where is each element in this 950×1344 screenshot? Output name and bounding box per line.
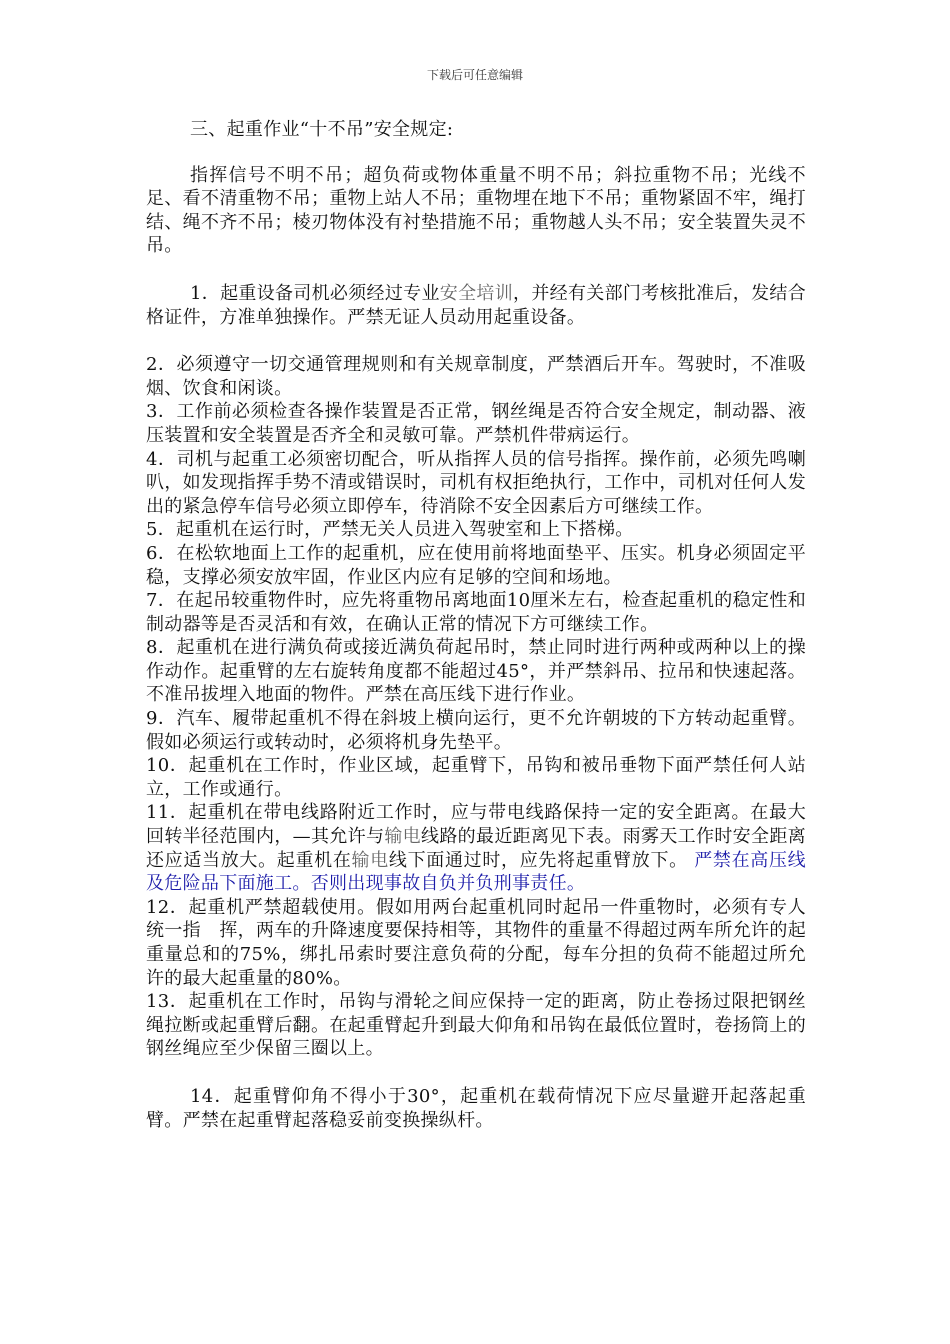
rule-11-warning: 严禁在高压线及危险品下面施工。否则出现事故自负并负刑事责任。 <box>146 849 806 895</box>
safety-training-link[interactable]: 安全培训 <box>439 282 514 304</box>
rule-10: 10．起重机在工作时，作业区域，起重臂下，吊钩和被吊垂物下面严禁任何人站立，工作或通行。 <box>146 755 806 800</box>
rule-7: 7．在起吊较重物件时，应先将重物吊离地面10厘米左右，检查起重机的稳定性和制动器等是否灵活和有效，在确认正常的情况下方可继续工作。 <box>146 590 806 635</box>
rule-4: 4．司机与起重工必须密切配合，听从指挥人员的信号指挥。操作前，必须先鸣喇叭，如发现指挥手势不清或错误时，司机有权拒绝执行，工作中，司机对任何人发出的紧急停车信号必须立即停车，待消除不安全因素后方可继续工作。 <box>146 448 806 517</box>
rule-12: 12．起重机严禁超载使用。假如用两台起重机同时起吊一件重物时，必须有专人统一指 挥，两车的升降速度要保持相等，其物件的重量不得超过两车所允许的起重量总和的75%，绑扎吊索时要注意负荷的分配，每车分担的负荷不能超过所允许的最大起重量的80%。 <box>146 896 806 989</box>
rule-1-text-a: 1．起重设备司机必须经过专业 <box>190 282 440 304</box>
rule-14: 14．起重臂仰角不得小于30°，起重机在载荷情况下应尽量避开起落起重臂。严禁在起重臂起落稳妥前变换操纵杆。 <box>146 1085 806 1131</box>
section-title: 三、起重作业“十不吊”安全规定: <box>190 119 454 140</box>
rule-11-text-e: 线下面通过时，应先将起重臂放下。 <box>388 849 688 871</box>
rule-11-text-a: 11．起重机在带电线路附近工作时，应与带电线路保持一定的安全距离。在最大回转半径范围内，—其允许与 <box>146 802 806 848</box>
document-body <box>146 118 806 1132</box>
rule-13: 13．起重机在工作时，吊钩与滑轮之间应保持一定的距离，防止卷扬过限把钢丝绳拉断或起重臂后翻。在起重臂起升到最大仰角和吊钩在最低位置时，卷扬筒上的钢丝绳应至少保留三圈以上。 <box>146 991 806 1060</box>
page-header: 下载后可任意编辑 <box>426 68 523 82</box>
rule-9: 9．汽车、履带起重机不得在斜坡上横向运行，更不允许朝坡的下方转动起重臂。假如必须运行或转动时，必须将机身先垫平。 <box>146 708 806 753</box>
transmission-link-2[interactable]: 输电 <box>351 849 389 871</box>
rule-8: 8．起重机在进行满负荷或接近满负荷起吊时，禁止同时进行两种或两种以上的操作动作。起重臂的左右旋转角度都不能超过45°，并严禁斜吊、拉吊和快速起落。不准吊拔埋入地面的物件。严禁在高压线下进行作业。 <box>146 637 806 706</box>
intro-paragraph: 指挥信号不明不吊；超负荷或物体重量不明不吊；斜拉重物不吊；光线不足、看不清重物不吊；重物上站人不吊；重物埋在地下不吊；重物紧固不牢，绳打结、绳不齐不吊；棱刃物体没有衬垫措施不吊；重物越人头不吊；安全装置失灵不吊。 <box>146 164 806 257</box>
rule-1-text-c: ，并经有关部门考核批准后，发结合格证件，方准单独操作。严禁无证人员动用起重设备。 <box>146 282 806 328</box>
rule-1 <box>146 282 806 329</box>
transmission-link-1[interactable]: 输电 <box>384 826 422 848</box>
rule-3: 3．工作前必须检查各操作装置是否正常，钢丝绳是否符合安全规定，制动器、液压装置和安全装置是否齐全和灵敏可靠。严禁机件带病运行。 <box>146 401 806 446</box>
rule-11-text-c: 线路的最近距离见下表。雨雾天工作时安全距离还应适当放大。起重机在 <box>146 826 806 871</box>
rule-2: 2．必须遵守一切交通管理规则和有关规章制度，严禁酒后开车。驾驶时，不准吸烟、饮食和闲谈。 <box>146 354 806 399</box>
rule-5: 5．起重机在运行时，严禁无关人员进入驾驶室和上下搭梯。 <box>146 519 634 541</box>
rule-11 <box>146 801 806 895</box>
rule-6: 6．在松软地面上工作的起重机，应在使用前将地面垫平、压实。机身必须固定平稳，支撑必须安放牢固，作业区内应有足够的空间和场地。 <box>146 542 806 588</box>
